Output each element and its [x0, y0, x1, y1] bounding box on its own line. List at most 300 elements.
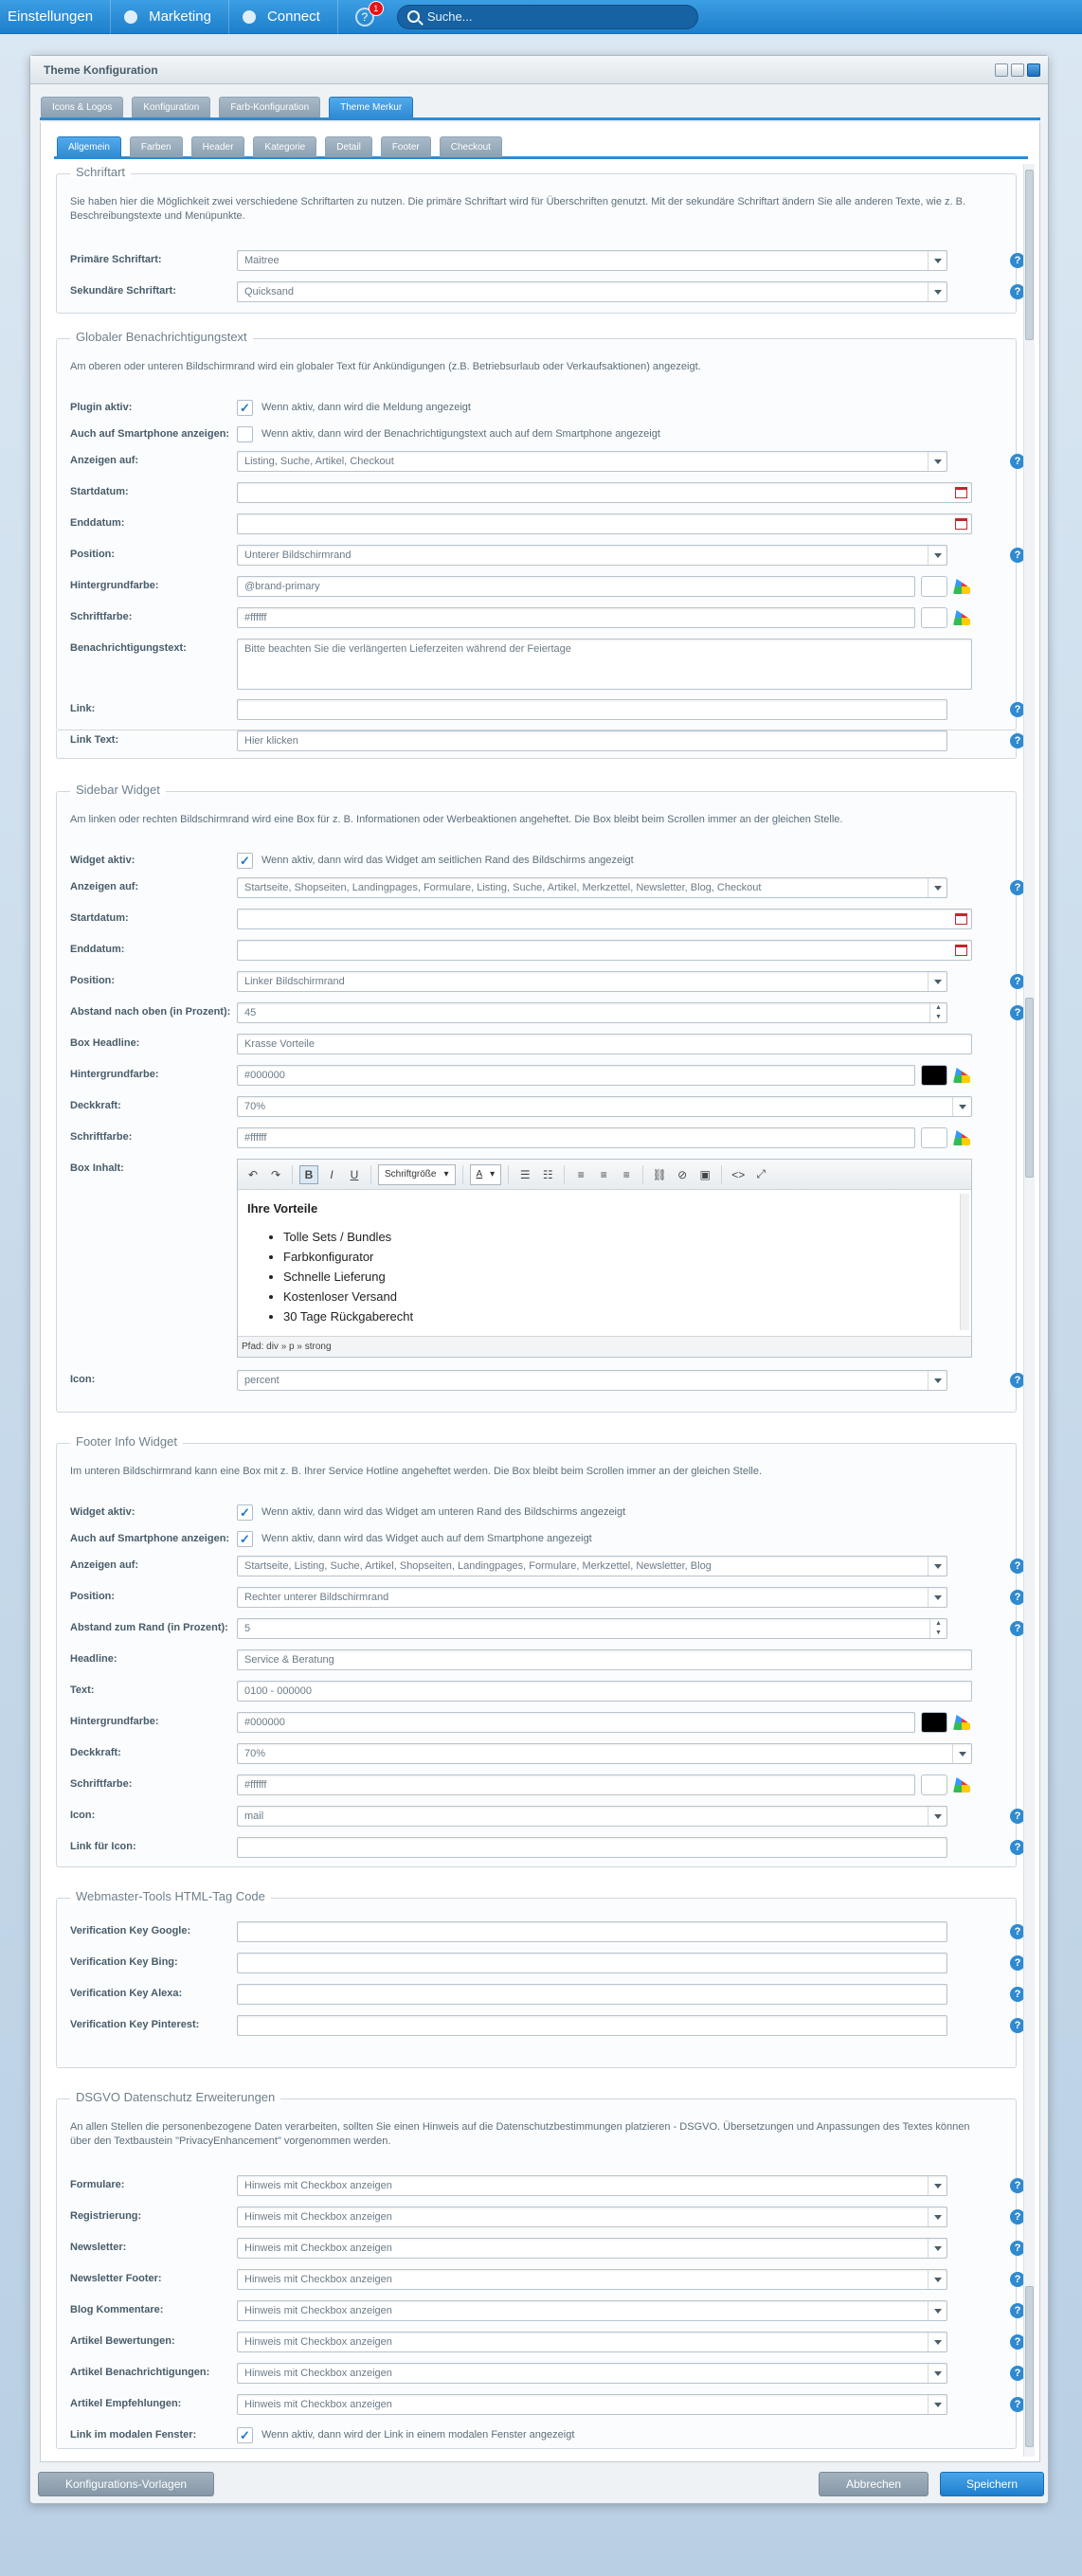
chevron-down-icon[interactable]	[928, 2176, 947, 2195]
row-font-color	[57, 1774, 1014, 1795]
position-select[interactable]	[237, 545, 947, 566]
bold-icon[interactable]: B	[299, 1165, 318, 1184]
row-top-offset	[57, 1002, 1021, 1023]
tab-kategorie[interactable]: Kategorie	[253, 136, 316, 157]
search-box[interactable]	[397, 5, 698, 29]
position-select[interactable]	[237, 1587, 947, 1608]
edge-offset-input[interactable]	[237, 1618, 947, 1639]
help-icon[interactable]: ?	[1010, 1987, 1025, 2002]
formulare-select[interactable]	[237, 2175, 947, 2196]
help-icon[interactable]: ?	[1010, 1558, 1025, 1574]
notice-textarea[interactable]	[237, 639, 972, 690]
icon-select[interactable]	[237, 1806, 947, 1827]
fullscreen-icon[interactable]: ⤢	[756, 1167, 766, 1180]
form-scroll-area	[41, 164, 1039, 2457]
align-right-icon[interactable]: ≡	[622, 1167, 630, 1181]
help-icon[interactable]: ?	[1010, 548, 1025, 563]
chevron-down-icon[interactable]	[952, 1097, 971, 1116]
config-templates-button[interactable]: Konfigurations-Vorlagen	[38, 2472, 214, 2496]
label: Link für Icon:	[70, 1841, 136, 1852]
color-picker-icon[interactable]	[953, 1777, 970, 1792]
help-icon[interactable]: ?	[1010, 2334, 1025, 2350]
menu-marketing[interactable]	[111, 0, 229, 34]
row-box-content	[57, 1159, 1014, 1360]
value: percent	[244, 1375, 280, 1386]
menu-connect[interactable]	[229, 0, 338, 34]
label: Position:	[70, 549, 116, 560]
value: Hinweis mit Checkbox anzeigen	[244, 2399, 392, 2410]
value: #ffffff	[244, 1779, 267, 1791]
help-icon[interactable]: ?	[1010, 2397, 1025, 2412]
help-icon[interactable]: ?	[1010, 1373, 1025, 1388]
undo-icon[interactable]: ↶	[247, 1167, 259, 1181]
row-font-color	[57, 1127, 1014, 1148]
help-icon[interactable]: ?	[1010, 2241, 1025, 2256]
notification-badge: 1	[369, 1, 384, 16]
bg-color-input[interactable]	[237, 576, 915, 597]
cancel-button[interactable]: Abbrechen	[819, 2472, 929, 2496]
font-color-input[interactable]	[237, 1774, 915, 1795]
menu-label: Connect	[266, 9, 320, 25]
label: Position:	[70, 975, 116, 986]
numbered-list-icon[interactable]: ☷	[542, 1167, 553, 1181]
content-list	[283, 1227, 962, 1326]
opacity-select[interactable]	[237, 1096, 972, 1117]
value: Hinweis mit Checkbox anzeigen	[244, 2243, 392, 2254]
list-item: • Farbkonfigurator	[283, 1247, 962, 1267]
label: Box Inhalt:	[70, 1162, 124, 1174]
color-swatch[interactable]	[921, 1712, 947, 1733]
plugin-active-checkbox[interactable]: ✓	[237, 400, 253, 416]
key-google-input[interactable]	[237, 1921, 947, 1942]
help-icon[interactable]: ?	[1010, 1840, 1025, 1855]
value: Unterer Bildschirmrand	[244, 549, 352, 561]
label: Sekundäre Schriftart:	[70, 285, 176, 297]
italic-icon[interactable]: I	[330, 1167, 334, 1181]
row-key-google	[57, 1921, 1021, 1942]
help-icon[interactable]: ?	[1010, 2366, 1025, 2381]
fieldset-webmaster-tools	[56, 1889, 1021, 2068]
redo-icon[interactable]: ↷	[270, 1167, 281, 1181]
rich-text-editor[interactable]	[237, 1159, 972, 1358]
help-icon[interactable]: ?	[1010, 2209, 1025, 2225]
newsletter-footer-select[interactable]	[237, 2269, 947, 2290]
tab-detail[interactable]: Detail	[325, 136, 372, 157]
tab-farb-konfiguration[interactable]: Farb-Konfiguration	[219, 97, 320, 117]
value: mail	[244, 1810, 264, 1822]
editor-toolbar	[238, 1160, 971, 1190]
blog-kommentare-select[interactable]	[237, 2300, 947, 2321]
value: 5	[244, 1623, 251, 1634]
primary-font-select[interactable]	[237, 250, 947, 271]
chevron-down-icon[interactable]	[928, 1588, 947, 1607]
label: Enddatum:	[70, 517, 125, 529]
font-color-input[interactable]	[237, 1127, 915, 1148]
label: Schriftfarbe:	[70, 611, 133, 622]
show-on-select[interactable]	[237, 451, 947, 472]
label: Hintergrundfarbe:	[70, 1069, 159, 1080]
calendar-icon[interactable]	[955, 518, 967, 530]
color-swatch[interactable]	[921, 576, 947, 597]
row-opacity	[57, 1743, 1014, 1764]
value: Krasse Vorteile	[244, 1038, 315, 1050]
chevron-down-icon[interactable]	[928, 2333, 947, 2351]
divider	[508, 1165, 509, 1184]
color-swatch[interactable]	[921, 1065, 947, 1086]
chevron-down-icon[interactable]	[928, 878, 947, 897]
tab-footer[interactable]: Footer	[381, 136, 431, 157]
help-icon[interactable]: ?	[1010, 1005, 1025, 1020]
color-swatch[interactable]	[921, 607, 947, 628]
legend: Schriftart	[70, 165, 131, 179]
value: Hinweis mit Checkbox anzeigen	[244, 2180, 392, 2191]
label: Deckkraft:	[70, 1100, 121, 1111]
chevron-down-icon[interactable]	[928, 2207, 947, 2226]
start-date-input[interactable]	[237, 909, 972, 929]
chevron-down-icon[interactable]	[928, 452, 947, 471]
menu-label: Marketing	[149, 9, 211, 25]
divider	[292, 1165, 293, 1184]
row-registrierung	[57, 2207, 1021, 2227]
description: Am oberen oder unteren Bildschirmrand wird ein globaler Text für Ankündigungen (z.B. Betriebsurlaub oder Verkaufsaktionen) angezeigt.	[70, 361, 701, 372]
value: Quicksand	[244, 286, 294, 297]
scrollbar-thumb[interactable]	[1025, 170, 1034, 340]
list-item: • Schnelle Lieferung	[283, 1267, 962, 1287]
help-icon[interactable]: ?	[1010, 1590, 1025, 1605]
bullet-list-icon[interactable]: ☰	[519, 1167, 531, 1181]
value: #ffffff	[244, 612, 267, 623]
spinner-icon[interactable]: ▲ ▼	[929, 1619, 947, 1638]
help-icon[interactable]: ?	[1010, 2272, 1025, 2287]
search-icon	[407, 10, 420, 23]
key-alexa-input[interactable]	[237, 1984, 947, 2005]
divider	[370, 1165, 371, 1184]
row-link-text	[57, 730, 1021, 751]
chevron-down-icon[interactable]	[928, 2270, 947, 2289]
hint: Wenn aktiv, dann wird der Link in einem modalen Fenster angezeigt	[261, 2429, 575, 2441]
row-bg-color	[57, 576, 1014, 597]
list-item: • Kostenloser Versand	[283, 1287, 962, 1306]
end-date-input[interactable]	[237, 940, 972, 961]
tab-theme-merkur[interactable]: Theme Merkur	[329, 97, 413, 117]
help-icon[interactable]: ?	[1010, 880, 1025, 895]
media-icon[interactable]: ▣	[699, 1167, 711, 1181]
hint: Wenn aktiv, dann wird das Widget auch auf dem Smartphone angezeigt	[261, 1533, 592, 1544]
key-bing-input[interactable]	[237, 1953, 947, 1973]
label: Deckkraft:	[70, 1747, 121, 1758]
label: Primäre Schriftart:	[70, 254, 162, 265]
chevron-down-icon[interactable]	[928, 1807, 947, 1826]
theme-config-window	[29, 55, 1049, 2504]
label: Verification Key Alexa:	[70, 1988, 183, 1999]
top-offset-input[interactable]	[237, 1002, 947, 1023]
value: @brand-primary	[244, 581, 320, 592]
editor-scrollbar[interactable]	[960, 1194, 969, 1330]
color-picker-icon[interactable]	[953, 610, 970, 625]
artikel-empfehlungen-select[interactable]	[237, 2394, 947, 2415]
label: Abstand nach oben (in Prozent):	[70, 1006, 231, 1018]
chevron-down-icon[interactable]	[928, 282, 947, 301]
value: Linker Bildschirmrand	[244, 976, 345, 987]
label: Enddatum:	[70, 944, 125, 955]
label: Startdatum:	[70, 912, 129, 924]
align-center-icon[interactable]: ≡	[600, 1167, 607, 1181]
row-artikel-benachrichtigungen	[57, 2363, 1021, 2384]
top-menu-bar	[0, 0, 1082, 34]
editor-content[interactable]	[238, 1190, 971, 1334]
label: Verification Key Bing:	[70, 1956, 178, 1968]
underline-icon[interactable]: U	[350, 1167, 359, 1181]
headline-input[interactable]	[237, 1649, 972, 1670]
row-start-date	[57, 482, 1014, 503]
row-widget-active	[57, 1503, 1014, 1523]
label: Schriftfarbe:	[70, 1131, 133, 1143]
row-box-headline	[57, 1034, 1014, 1054]
label: Text:	[70, 1684, 95, 1696]
hint: Wenn aktiv, dann wird die Meldung angezeigt	[261, 402, 471, 413]
help-icon[interactable]: ?	[1010, 974, 1025, 989]
chevron-down-icon[interactable]	[952, 1744, 971, 1763]
row-position	[57, 1587, 1021, 1608]
scrollbar-thumb[interactable]	[1025, 998, 1034, 1178]
label: Widget aktiv:	[70, 855, 135, 866]
row-artikel-bewertungen	[57, 2332, 1021, 2352]
row-show-on	[57, 451, 1021, 472]
row-bg-color	[57, 1712, 1014, 1733]
row-smartphone	[57, 424, 1014, 445]
sub-tabs	[54, 135, 1028, 159]
label: Newsletter Footer:	[70, 2273, 162, 2284]
row-bg-color	[57, 1065, 1014, 1086]
label: Anzeigen auf:	[70, 455, 139, 466]
help-icon[interactable]: ?	[1010, 1809, 1025, 1824]
menu-einstellungen[interactable]	[0, 0, 111, 34]
hint: Wenn aktiv, dann wird das Widget am seitlichen Rand des Bildschirms angezeigt	[261, 855, 634, 866]
minimize-icon[interactable]	[995, 63, 1008, 77]
opacity-select[interactable]	[237, 1743, 972, 1764]
row-show-on	[57, 1556, 1021, 1576]
label: Verification Key Google:	[70, 1925, 191, 1937]
label: Auch auf Smartphone anzeigen:	[70, 428, 230, 440]
calendar-icon[interactable]	[955, 487, 967, 498]
help-icon[interactable]: ?	[1010, 733, 1025, 748]
value: Maitree	[244, 255, 280, 266]
label: Formulare:	[70, 2179, 125, 2190]
source-code-icon[interactable]: <>	[731, 1167, 746, 1181]
chevron-down-icon[interactable]	[928, 972, 947, 991]
show-on-select[interactable]	[237, 877, 947, 898]
editor-path: Pfad: div » p » strong	[238, 1336, 971, 1357]
label: Startdatum:	[70, 486, 129, 497]
divider	[642, 1165, 643, 1184]
calendar-icon[interactable]	[955, 913, 967, 925]
fieldset-notification	[56, 330, 1021, 730]
label: Registrierung:	[70, 2210, 142, 2222]
legend: Footer Info Widget	[70, 1434, 183, 1449]
chevron-down-icon[interactable]	[928, 1371, 947, 1390]
help-icon[interactable]: ?	[1010, 2018, 1025, 2033]
chevron-down-icon[interactable]	[928, 2239, 947, 2258]
icon-select[interactable]	[237, 1370, 947, 1391]
divider	[564, 1165, 565, 1184]
chevron-down-icon[interactable]	[928, 2364, 947, 2383]
value: Startseite, Shopseiten, Landingpages, Formulare, Listing, Suche, Artikel, Merkzettel, Newsletter, Blog, Checkout	[244, 882, 762, 893]
row-formulare	[57, 2175, 1021, 2196]
color-picker-icon[interactable]	[953, 1130, 970, 1145]
chevron-down-icon[interactable]	[928, 2301, 947, 2320]
value: Listing, Suche, Artikel, Checkout	[244, 456, 394, 467]
row-blog-kommentare	[57, 2300, 1021, 2321]
fieldset-sidebar-widget	[56, 783, 1021, 1413]
text-color-icon: A	[476, 1169, 483, 1180]
label: Widget aktiv:	[70, 1506, 135, 1518]
box-headline-input[interactable]	[237, 1034, 972, 1054]
color-swatch[interactable]	[921, 1127, 947, 1148]
chevron-down-icon[interactable]	[928, 2395, 947, 2414]
row-newsletter	[57, 2238, 1021, 2259]
scrollbar-thumb[interactable]	[1025, 2286, 1034, 2447]
value: Hinweis mit Checkbox anzeigen	[244, 2211, 392, 2223]
row-modal-link	[57, 2425, 1014, 2446]
link-text-input[interactable]	[237, 730, 947, 751]
newsletter-select[interactable]	[237, 2238, 947, 2259]
label: Artikel Benachrichtigungen:	[70, 2367, 210, 2378]
value: 0100 - 000000	[244, 1685, 312, 1697]
row-notice-text	[57, 639, 1014, 692]
registrierung-select[interactable]	[237, 2207, 947, 2227]
row-newsletter-footer	[57, 2269, 1021, 2290]
label: Benachrichtigungstext:	[70, 642, 187, 654]
menu-label: Einstellungen	[8, 9, 94, 25]
color-picker-icon[interactable]	[953, 1068, 970, 1083]
tab-header[interactable]: Header	[191, 136, 245, 157]
help-icon[interactable]: ?	[1010, 2178, 1025, 2193]
smartphone-checkbox[interactable]	[237, 426, 253, 442]
save-button[interactable]: Speichern	[940, 2472, 1044, 2496]
label: Artikel Empfehlungen:	[70, 2398, 182, 2409]
help-icon[interactable]: ?	[1010, 1924, 1025, 1939]
calendar-icon[interactable]	[955, 945, 967, 956]
color-picker-icon[interactable]	[953, 579, 970, 594]
font-size-label: Schriftgröße	[385, 1169, 437, 1180]
text-input[interactable]	[237, 1681, 972, 1702]
tab-icons-logos[interactable]: Icons & Logos	[41, 97, 123, 117]
vertical-scrollbar[interactable]	[1023, 164, 1035, 2457]
icon-link-input[interactable]	[237, 1837, 947, 1858]
show-on-select[interactable]	[237, 1556, 947, 1576]
chevron-down-icon[interactable]	[928, 546, 947, 565]
modal-link-checkbox[interactable]: ✓	[237, 2427, 253, 2443]
unlink-icon[interactable]: ⊘	[677, 1167, 688, 1181]
tab-konfiguration[interactable]: Konfiguration	[132, 97, 210, 117]
help-button[interactable]	[355, 3, 379, 27]
chevron-down-icon[interactable]	[928, 1557, 947, 1576]
color-swatch[interactable]	[921, 1774, 947, 1795]
link-input[interactable]	[237, 699, 947, 720]
close-icon[interactable]	[1027, 63, 1040, 77]
help-icon[interactable]: ?	[1010, 284, 1025, 299]
end-date-input[interactable]	[237, 513, 972, 534]
font-color-input[interactable]	[237, 607, 915, 628]
align-left-icon[interactable]: ≡	[577, 1167, 585, 1181]
label: Headline:	[70, 1653, 117, 1665]
window-controls	[995, 63, 1040, 77]
label: Hintergrundfarbe:	[70, 580, 159, 591]
help-icon[interactable]: ?	[1010, 1955, 1025, 1971]
bg-color-input[interactable]	[237, 1065, 915, 1086]
smartphone-checkbox[interactable]: ✓	[237, 1531, 253, 1547]
row-icon-link	[57, 1837, 1021, 1858]
position-select[interactable]	[237, 971, 947, 992]
tab-farben[interactable]: Farben	[130, 136, 183, 157]
row-edge-offset	[57, 1618, 1021, 1639]
value: 70%	[244, 1748, 266, 1759]
label: Newsletter:	[70, 2242, 127, 2253]
widget-active-checkbox[interactable]: ✓	[237, 853, 253, 869]
label: Verification Key Pinterest:	[70, 2019, 200, 2030]
divider	[721, 1165, 722, 1184]
description: An allen Stellen die personenbezogene Daten verarbeiten, sollten Sie einen Hinweis auf die Datenschutzbestimmungen platzieren - DSGVO. Übersetzungen und Anpassungen des Textes können über den Textbaustein "PrivacyEnhancement" vorgenommen werden.	[70, 2121, 970, 2147]
label: Artikel Bewertungen:	[70, 2335, 175, 2347]
chevron-down-icon[interactable]	[928, 251, 947, 270]
row-icon	[57, 1370, 1021, 1391]
value: Hinweis mit Checkbox anzeigen	[244, 2274, 392, 2285]
value: #ffffff	[244, 1132, 267, 1144]
help-icon[interactable]: ?	[1010, 2303, 1025, 2318]
search-input[interactable]	[427, 9, 674, 24]
window-title: Theme Konfiguration	[30, 56, 1048, 84]
row-end-date	[57, 940, 1014, 961]
help-icon[interactable]: ?	[1010, 1621, 1025, 1636]
value: Service & Beratung	[244, 1654, 334, 1666]
label: Plugin aktiv:	[70, 402, 133, 413]
help-icon[interactable]: ?	[1010, 702, 1025, 717]
value: Hinweis mit Checkbox anzeigen	[244, 2368, 392, 2379]
font-size-select[interactable]: Schriftgröße ▾	[378, 1164, 456, 1185]
row-font-color	[57, 607, 1014, 628]
tab-checkout[interactable]: Checkout	[440, 136, 502, 157]
list-item: • Tolle Sets / Bundles	[283, 1227, 962, 1247]
help-icon[interactable]: ?	[1010, 454, 1025, 469]
spinner-icon[interactable]: ▲ ▼	[929, 1003, 947, 1022]
link-icon[interactable]: ⛓	[652, 1167, 667, 1181]
text-color-select[interactable]: A ▾	[470, 1164, 502, 1185]
row-secondary-font	[57, 281, 1021, 302]
help-icon[interactable]: ?	[1010, 253, 1025, 268]
bg-color-input[interactable]	[237, 1712, 915, 1733]
color-picker-icon[interactable]	[953, 1715, 970, 1730]
value: 70%	[244, 1101, 266, 1112]
row-key-alexa	[57, 1984, 1021, 2005]
value: #000000	[244, 1717, 285, 1728]
artikel-benachrichtigungen-select[interactable]	[237, 2363, 947, 2384]
artikel-bewertungen-select[interactable]	[237, 2332, 947, 2352]
widget-active-checkbox[interactable]: ✓	[237, 1504, 253, 1521]
hint: Wenn aktiv, dann wird das Widget am unteren Rand des Bildschirms angezeigt	[261, 1506, 626, 1518]
tab-allgemein[interactable]: Allgemein	[57, 136, 121, 157]
value: #000000	[244, 1070, 285, 1081]
connect-icon	[243, 10, 256, 24]
start-date-input[interactable]	[237, 482, 972, 503]
key-pinterest-input[interactable]	[237, 2015, 947, 2036]
label: Blog Kommentare:	[70, 2304, 164, 2315]
label: Icon:	[70, 1374, 96, 1385]
row-show-on	[57, 877, 1021, 898]
maximize-icon[interactable]	[1011, 63, 1024, 77]
secondary-font-select[interactable]	[237, 281, 947, 302]
marketing-icon	[124, 10, 137, 24]
value: Rechter unterer Bildschirmrand	[244, 1592, 389, 1603]
